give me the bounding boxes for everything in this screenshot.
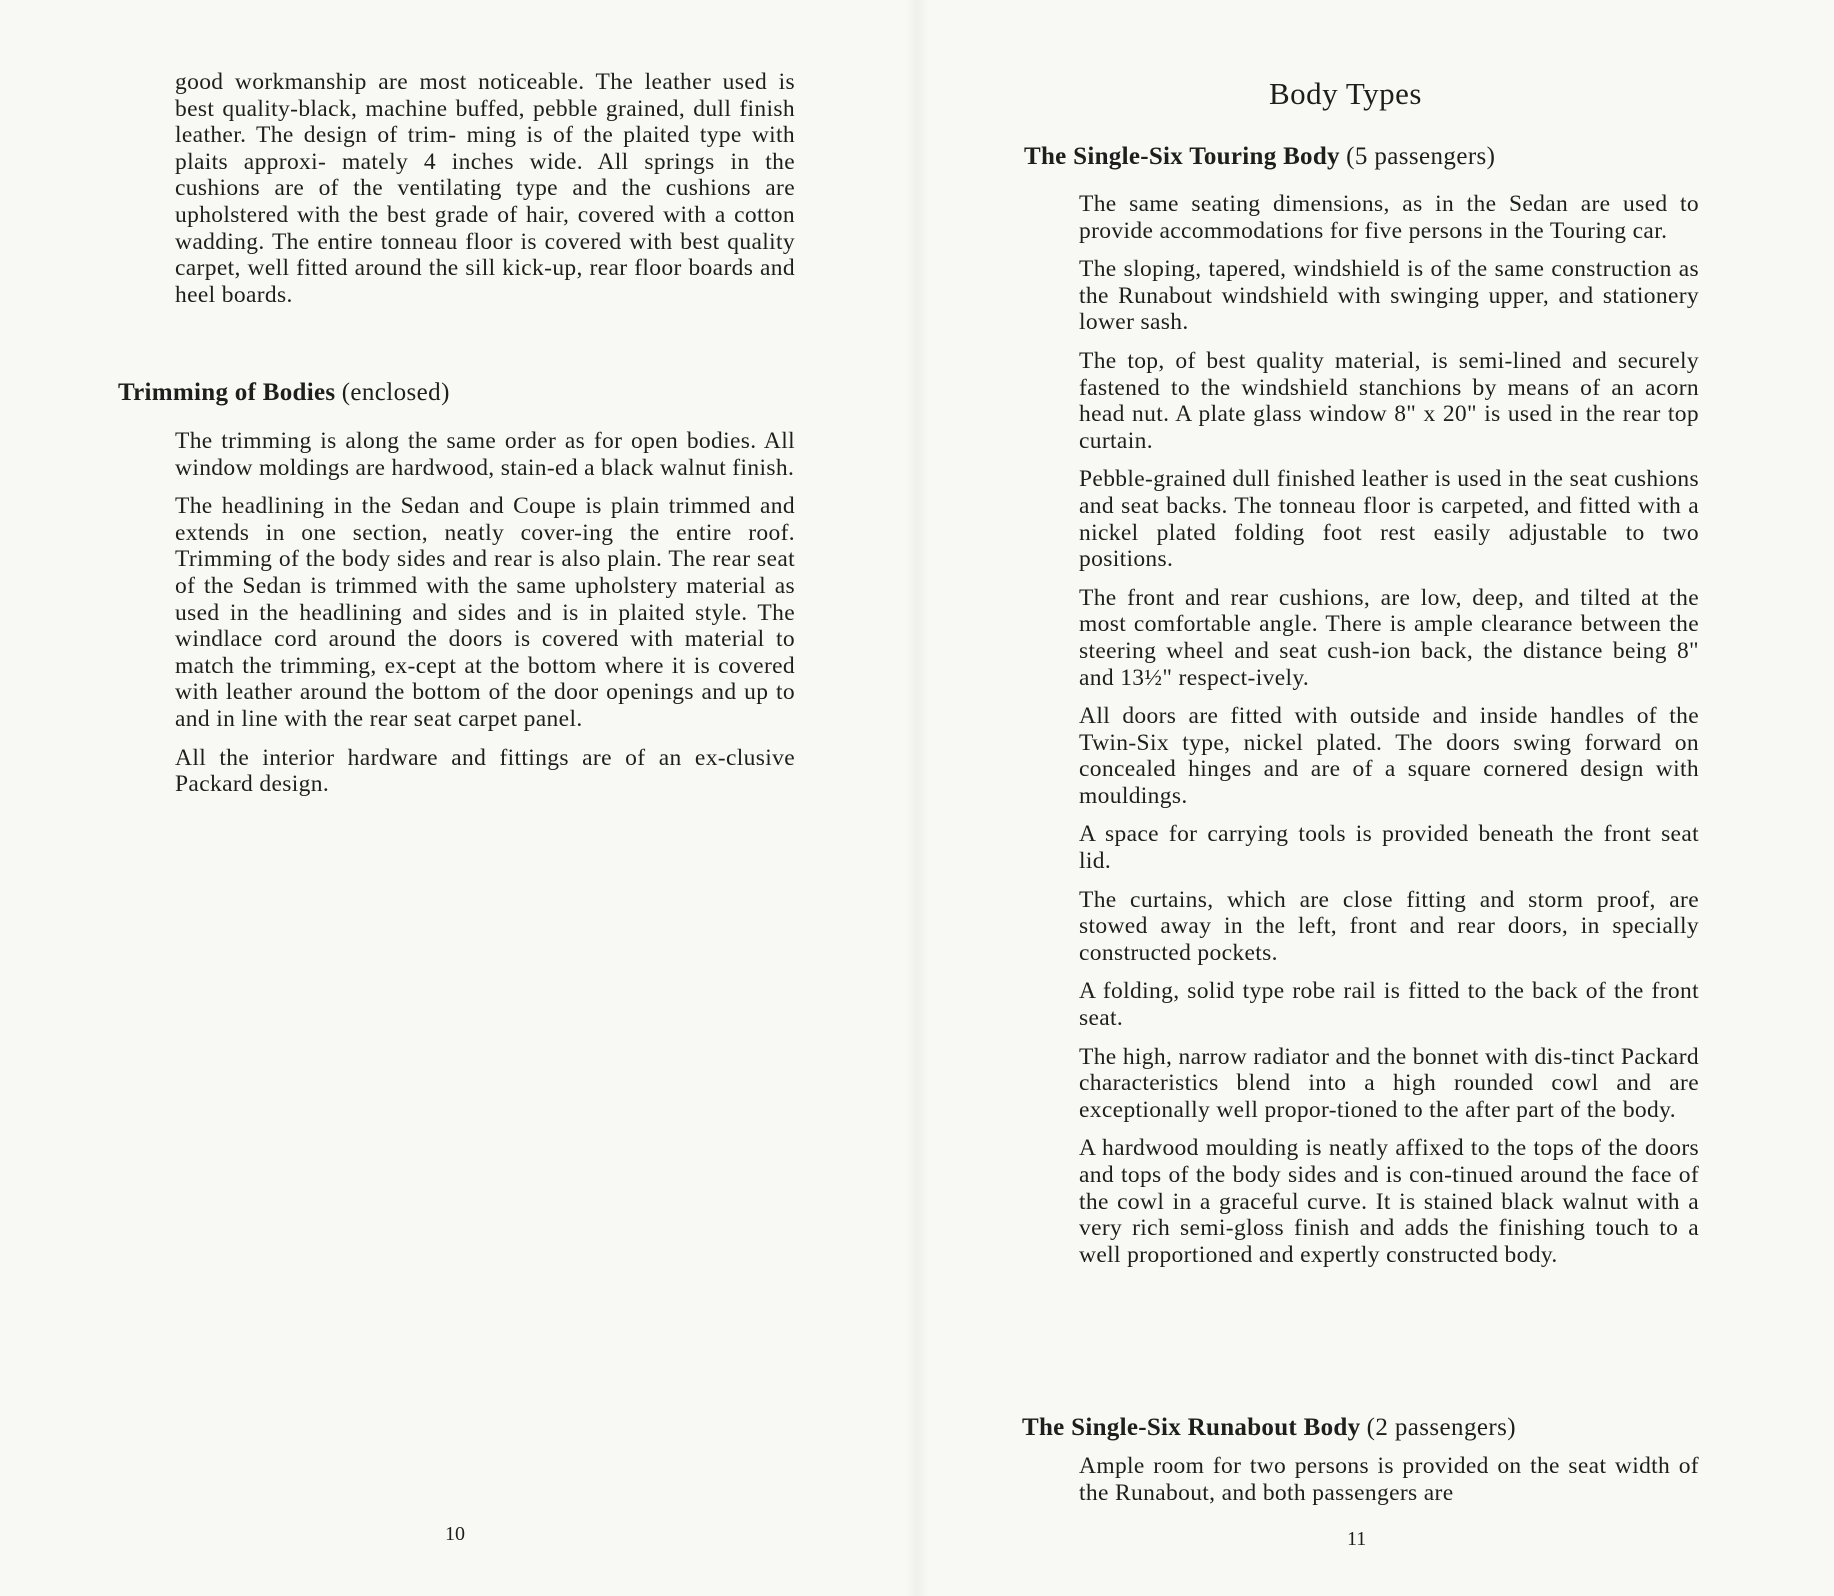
paragraph: The high, narrow radiator and the bonnet with dis-tinct Packard characteristics blend into a high rounded cowl and are exceptionally well propor-tioned to the after part of the body. — [1079, 1043, 1699, 1123]
section-heading-sub: (5 passengers) — [1346, 143, 1496, 170]
paragraph: The front and rear cushions, are low, deep, and tilted at the most comfortable angle. There is ample clearance between the steering wheel and seat cush-ion back, the distance being 8" and 13½" respect-ively. — [1079, 584, 1699, 691]
paragraph: The trimming is along the same order as for open bodies. All window moldings are hardwood, stain-ed a black walnut finish. — [175, 428, 795, 481]
intro-line: good workmanship are most noticeable. The leather — [175, 69, 712, 95]
section-heading-sub: (enclosed) — [341, 379, 450, 406]
paragraph: All the interior hardware and fittings are of an ex-clusive Packard design. — [175, 744, 795, 798]
intro-line: ming is of the plaited type with plaits approxi- — [175, 122, 795, 175]
paragraph: All doors are fitted with outside and inside handles of the Twin-Six type, nickel plated. The doors swing forward on concealed hinges and are of a square cornered design with mouldings. — [1079, 703, 1699, 809]
paragraph: The sloping, tapered, windshield is of the same construction as the Runabout windshield with swinging upper, and stationery lower sash. — [1079, 256, 1699, 336]
section-heading-runabout — [1022, 1414, 1516, 1442]
intro-line: tonneau floor is covered with best quality carpet, — [175, 228, 795, 282]
intro-line: mately 4 inches wide. All springs in the cushions — [175, 148, 795, 202]
paragraph: A space for carrying tools is provided beneath the front seat lid. — [1079, 821, 1699, 875]
section-heading-main: The Single-Six Touring Body — [1024, 143, 1340, 170]
intro-line: used is best quality-black, machine buffed, pebble — [175, 69, 795, 122]
paragraph: Ample room for two persons is provided on the seat width of the Runabout, and both passengers are — [1079, 1453, 1699, 1506]
paragraph: The top, of best quality material, is semi-lined and securely fastened to the windshield stanchions by means of an acorn head nut. A plate glass window 8" x 20" is used in the rear top curtain. — [1079, 347, 1699, 454]
section-heading-main: The Single-Six Runabout Body — [1022, 1414, 1361, 1441]
paragraph: Pebble-grained dull finished leather is used in the seat cushions and seat backs. The tonneau floor is carpeted, and fitted with a nickel plated folding foot rest easily adjustable to two positions. — [1079, 466, 1699, 573]
page-title: Body Types — [1269, 76, 1422, 111]
intro-line: well fitted around the sill kick-up, rear floor boards — [247, 255, 754, 282]
page-number-right: 11 — [1347, 1528, 1367, 1550]
left-intro-paragraph — [175, 69, 795, 320]
paragraph: The headlining in the Sedan and Coupe is plain trimmed and extends in one section, neatly cover-ing the entire roof. Trimming of the body sides and rear is also plain. The rear seat of the Sedan is trimmed with the same upholstery material as used in the headlining and sides and is in plaited style. The windlace cord around the doors is covered with material to match the trimming, ex-cept at the bottom where it is covered with leather around the bottom of the door openings and up to and in line with the rear seat carpet panel. — [175, 493, 795, 732]
intro-line: are upholstered with the best grade of hair, — [175, 175, 796, 228]
paragraph: A hardwood moulding is neatly affixed to the tops of the doors and tops of the body sides and is con-tinued around the face of the cowl in a graceful curve. It is stained black walnut with a very rich semi-gloss finish and adds the finishing touch to a well proportioned and expertly constructed body. — [1079, 1135, 1699, 1268]
intro-line: and heel boards. — [175, 255, 795, 308]
left-page — [0, 0, 905, 1596]
intro-line: are of the ventilating type and the cushions — [274, 175, 751, 202]
paragraph: A folding, solid type robe rail is fitted to the back of the front seat. — [1079, 978, 1699, 1032]
touring-body-text — [1079, 191, 1699, 1280]
section-heading-sub: (2 passengers) — [1366, 1414, 1516, 1441]
paragraph: The same seating dimensions, as in the Sedan are used to provide accommodations for five persons in the Touring car. — [1079, 191, 1699, 244]
page-number-left: 10 — [445, 1523, 465, 1545]
right-page — [929, 0, 1834, 1596]
book-gutter — [905, 0, 929, 1596]
section-heading-main: Trimming of Bodies — [118, 379, 336, 406]
section-heading-trimming — [118, 379, 450, 407]
intro-line: grained, dull finish leather. The design of trim- — [175, 95, 795, 149]
runabout-body-text — [1079, 1453, 1699, 1506]
paragraph: The curtains, which are close fitting and storm proof, are stowed away in the left, front and rear doors, in specially constructed pockets. — [1079, 886, 1699, 966]
left-body-text — [175, 428, 795, 810]
left-intro-text — [175, 69, 795, 308]
section-heading-touring — [1024, 143, 1495, 171]
intro-line: covered with a cotton wadding. The entire — [175, 201, 795, 255]
